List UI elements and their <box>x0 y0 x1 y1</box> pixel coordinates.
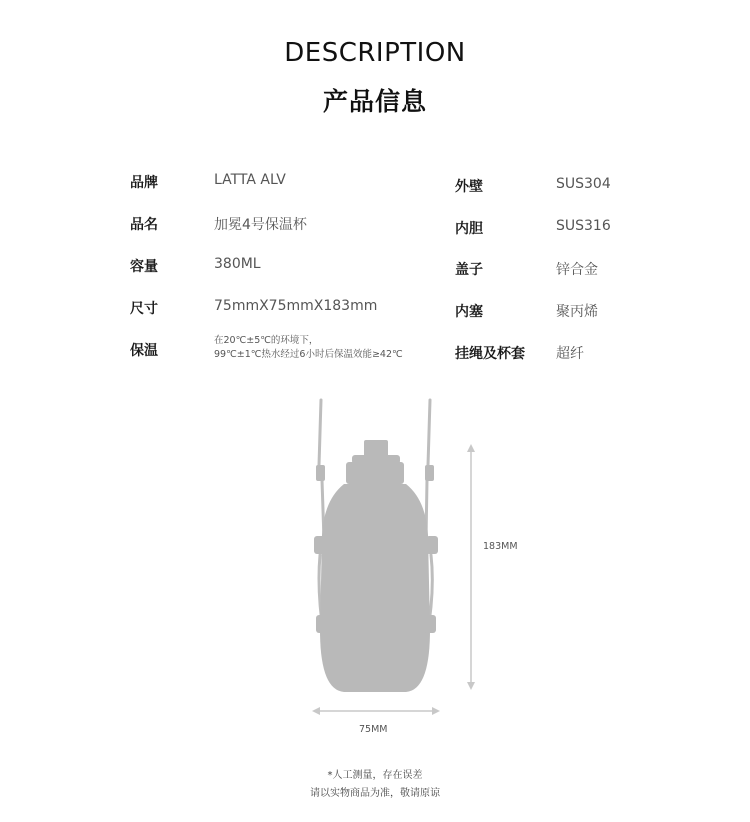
spec-key: 内塞 <box>455 304 483 320</box>
spec-value: 超纤 <box>556 346 584 362</box>
spec-value: 锌合金 <box>556 262 598 278</box>
width-dimension-label: 75MM <box>359 724 388 735</box>
width-dimension-arrow <box>312 707 440 715</box>
spec-key: 保温 <box>130 343 158 359</box>
spec-value: 加冕4号保温杯 <box>214 217 307 233</box>
spec-value: LATTA ALV <box>214 172 286 188</box>
height-dimension-arrow <box>467 444 475 690</box>
spec-key: 外壁 <box>455 179 483 195</box>
footnote-line-1: *人工测量，存在误差 <box>327 770 423 781</box>
spec-key: 内胆 <box>455 221 483 237</box>
spec-key: 品名 <box>130 217 158 233</box>
spec-value: SUS316 <box>556 218 611 234</box>
height-dimension-label: 183MM <box>483 541 518 552</box>
spec-value-line: 99℃±1℃热水经过6小时后保温效能≥42℃ <box>214 349 403 360</box>
spec-value: SUS304 <box>556 176 611 192</box>
page-title-cn: 产品信息 <box>322 87 427 116</box>
spec-value: 聚丙烯 <box>556 304 598 320</box>
footnote-line-2: 请以实物商品为准，敬请原谅 <box>310 788 440 799</box>
page-title-en: DESCRIPTION <box>284 38 466 68</box>
spec-value: 75mmX75mmX183mm <box>214 298 378 314</box>
spec-value-line: 在20℃±5℃的环境下， <box>214 335 319 346</box>
spec-key: 尺寸 <box>130 301 158 317</box>
spec-key: 盖子 <box>455 262 483 278</box>
spec-value: 380ML <box>214 256 261 272</box>
spec-key: 挂绳及杯套 <box>455 346 525 362</box>
bottle-body-graphic <box>314 440 438 692</box>
spec-key: 品牌 <box>130 175 158 191</box>
spec-key: 容量 <box>130 259 158 275</box>
